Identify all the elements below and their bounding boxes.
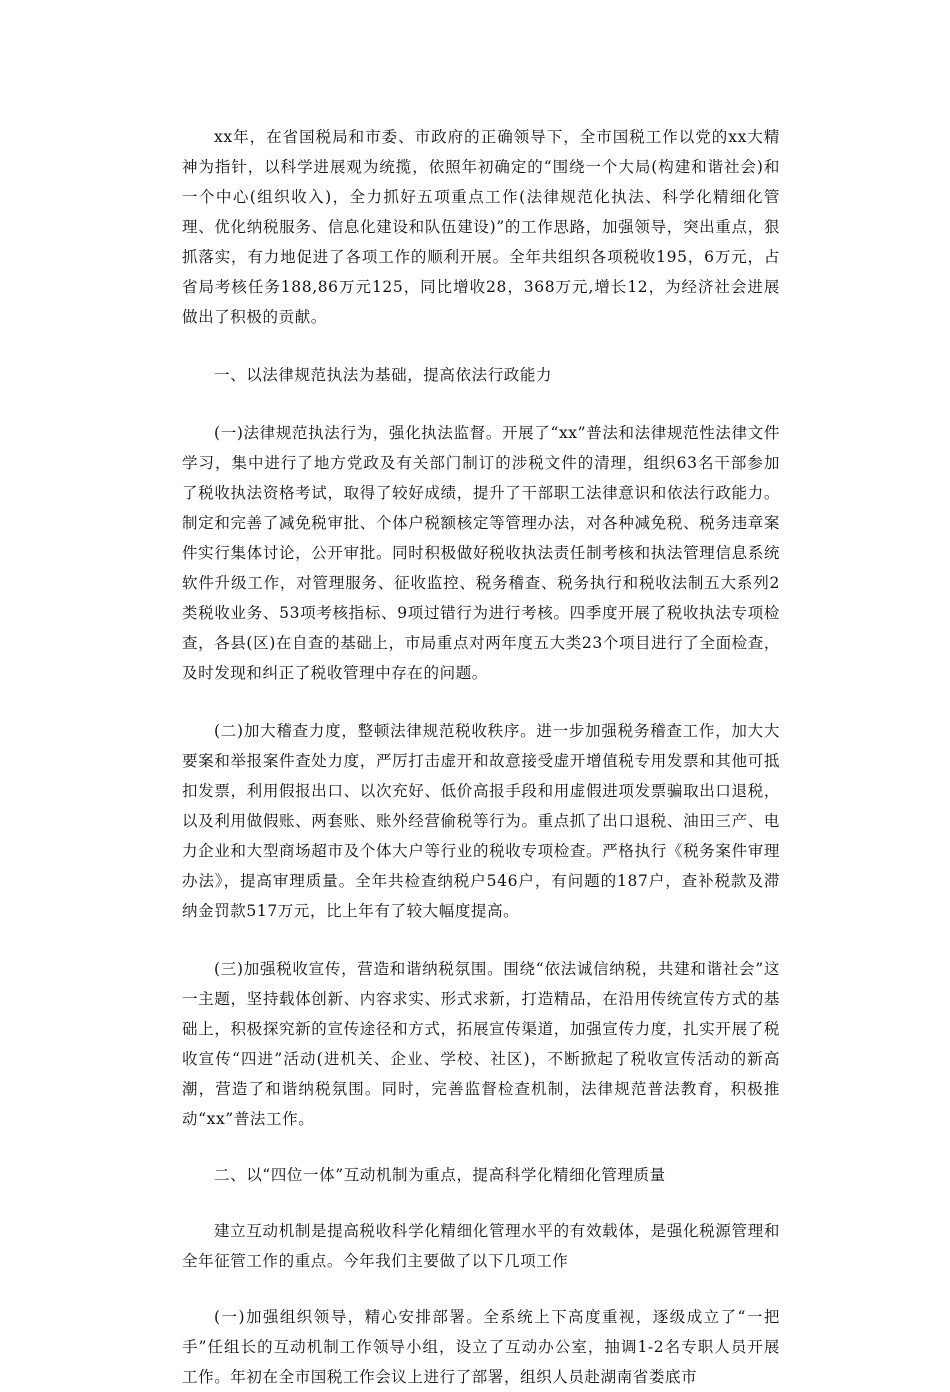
paragraph-interaction-mechanism: 建立互动机制是提高税收科学化精细化管理水平的有效载体，是强化税源管理和全年征管工作的重点。今年我们主要做了以下几项工作 xyxy=(182,1222,780,1270)
paragraph-organization: (一)加强组织领导，精心安排部署。全系统上下高度重视，逐级成立了“一把手”任组长的互动机制工作领导小组，设立了互动办公室，抽调1-2名专职人员开展工作。年初在全市国税工作会议上进行了部署，组织人员赴湖南省娄底市 xyxy=(182,1308,780,1386)
section-heading-2: 二、以“四位一体”互动机制为重点，提高科学化精细化管理质量 xyxy=(214,1166,666,1184)
paragraph-intro: xx年，在省国税局和市委、市政府的正确领导下，全市国税工作以党的xx大精神为指针，以科学进展观为统揽，依照年初确定的“围绕一个大局(构建和谐社会)和一个中心(组织收入)，全力抓好五项重点工作(法律规范化执法、科学化精细化管理、优化纳税服务、信息化建设和队伍建设)”的工作思路，加强领导，突出重点，狠抓落实，有力地促进了各项工作的顺利开展。全年共组织各项税收195，6万元，占省局考核任务188,86万元125，同比增收28，368万元,增长12，为经济社会进展做出了积极的贡献。 xyxy=(182,128,780,326)
document-body xyxy=(182,122,780,1392)
paragraph-legal-enforcement: (一)法律规范执法行为，强化执法监督。开展了“xx”普法和法律规范性法律文件学习，集中进行了地方党政及有关部门制订的涉税文件的清理，组织63名干部参加了税收执法资格考试，取得了较好成绩，提升了干部职工法律意识和依法行政能力。制定和完善了减免税审批、个体户税额核定等管理办法，对各种减免税、税务违章案件实行集体讨论，公开审批。同时积极做好税收执法责任制考核和执法管理信息系统软件升级工作，对管理服务、征收监控、税务稽查、税务执行和税收法制五大系列2类税收业务、53项考核指标、9项过错行为进行考核。四季度开展了税收执法专项检查，各县(区)在自查的基础上，市局重点对两年度五大类23个项目进行了全面检查，及时发现和纠正了税收管理中存在的问题。 xyxy=(182,424,780,682)
paragraph-publicity: (三)加强税收宣传，营造和谐纳税氛围。围绕“依法诚信纳税，共建和谐社会”这一主题，坚持载体创新、内容求实、形式求新，打造精品，在沿用传统宣传方式的基础上，积极探究新的宣传途径和方式，拓展宣传渠道，加强宣传力度，扎实开展了税收宣传“四进”活动(进机关、企业、学校、社区)，不断掀起了税收宣传活动的新高潮，营造了和谐纳税氛围。同时，完善监督检查机制，法律规范普法教育，积极推动“xx”普法工作。 xyxy=(182,960,780,1128)
section-heading-1: 一、以法律规范执法为基础，提高依法行政能力 xyxy=(214,366,553,384)
paragraph-inspection: (二)加大稽查力度，整顿法律规范税收秩序。进一步加强税务稽查工作，加大大要案和举报案件查处力度，严厉打击虚开和故意接受虚开增值税专用发票和其他可抵扣发票，利用假报出口、以次充好、低价高报手段和用虚假进项发票骗取出口退税，以及利用做假账、两套账、账外经营偷税等行为。重点抓了出口退税、油田三产、电力企业和大型商场超市及个体大户等行业的税收专项检查。严格执行《税务案件审理办法》，提高审理质量。全年共检查纳税户546户，有问题的187户，查补税款及滞纳金罚款517万元，比上年有了较大幅度提高。 xyxy=(182,722,780,920)
